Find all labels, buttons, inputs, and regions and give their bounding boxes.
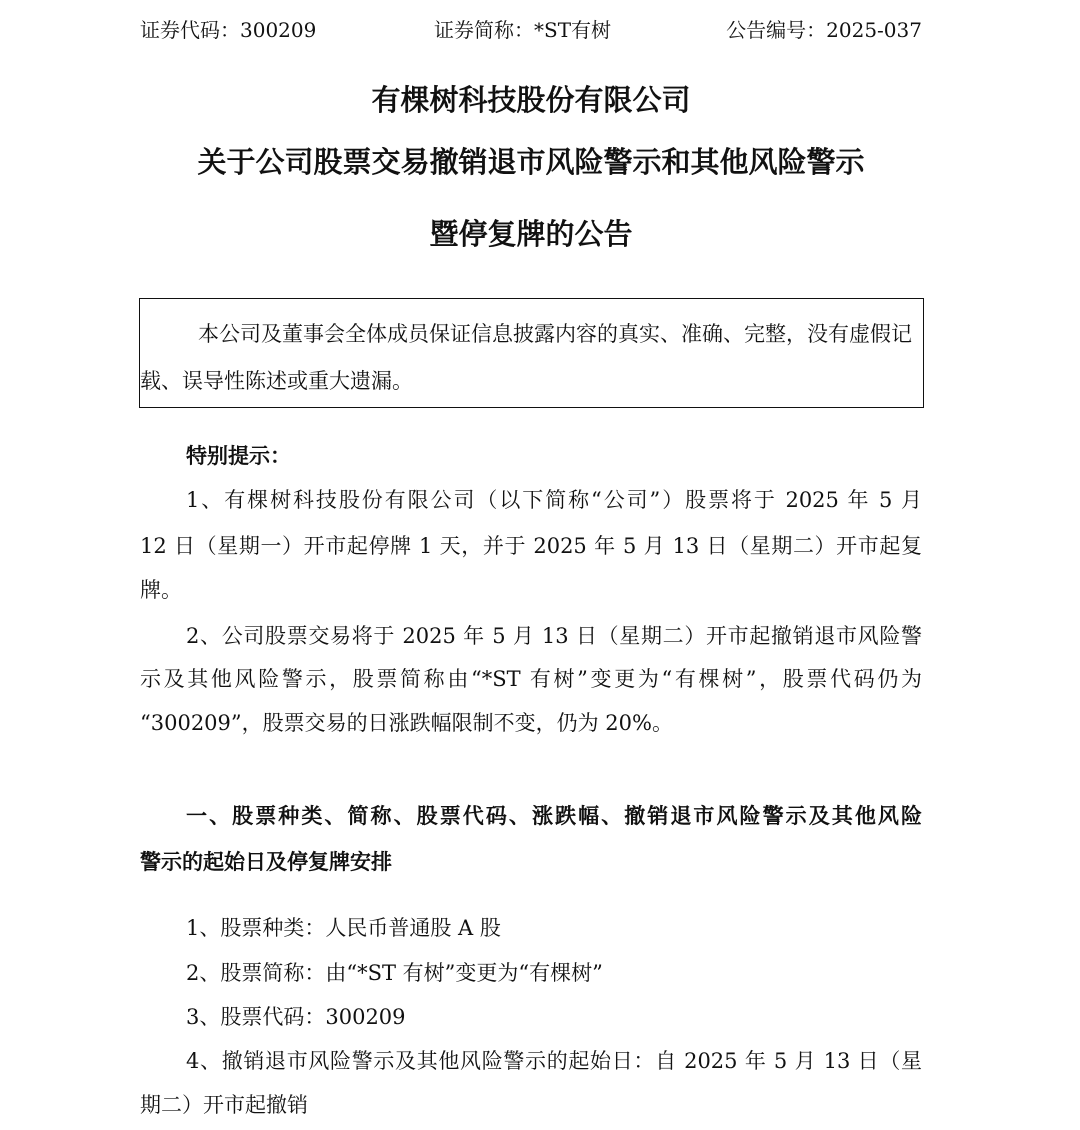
- board-statement-box: [139, 298, 924, 408]
- notice-item-2-line-2: 示及其他风险警示，股票简称由“*ST 有树”变更为“有棵树”，股票代码仍为: [140, 667, 922, 691]
- special-notice-heading: 特别提示：: [186, 443, 291, 468]
- announcement-number: 公告编号：2025-037: [726, 18, 922, 42]
- notice-item-2-line-3: “300209”，股票交易的日涨跌幅限制不变，仍为 20%。: [140, 711, 673, 735]
- board-statement-text: 本公司及董事会全体成员保证信息披露内容的真实、准确、完整，没有虚假记载、误导性陈述或重大遗漏。: [140, 322, 912, 393]
- announcement-title-line-2: 暨停复牌的公告: [429, 217, 633, 251]
- announcement-title-line-1: 关于公司股票交易撤销退市风险警示和其他风险警示: [197, 145, 865, 179]
- section-1-heading-line-1: 一、股票种类、简称、股票代码、涨跌幅、撤销退市风险警示及其他风险: [186, 803, 922, 828]
- section-1-heading-line-2: 警示的起始日及停复牌安排: [140, 849, 392, 874]
- notice-item-1-line-3: 牌。: [140, 578, 182, 602]
- section-1-item-1: 1、股票种类：人民币普通股 A 股: [186, 916, 501, 940]
- stock-code: 证券代码：300209: [140, 18, 317, 42]
- notice-item-2-line-1: 2、公司股票交易将于 2025 年 5 月 13 日（星期二）开市起撤销退市风险警: [186, 624, 922, 648]
- section-1-item-4-line-1: 4、撤销退市风险警示及其他风险警示的起始日：自 2025 年 5 月 13 日（星: [186, 1049, 922, 1073]
- notice-item-1-line-1: 1、有棵树科技股份有限公司（以下简称“公司”）股票将于 2025 年 5 月: [186, 488, 922, 512]
- stock-short-name: 证券简称：*ST有树: [434, 18, 612, 42]
- section-1-item-2: 2、股票简称：由“*ST 有树”变更为“有棵树”: [186, 961, 603, 985]
- section-1-item-4-line-2: 期二）开市起撤销: [140, 1093, 308, 1117]
- company-title: 有棵树科技股份有限公司: [371, 83, 691, 117]
- notice-item-1-line-2: 12 日（星期一）开市起停牌 1 天，并于 2025 年 5 月 13 日（星期二）开市起复: [140, 534, 922, 558]
- document-header: [140, 14, 922, 44]
- section-1-item-3: 3、股票代码：300209: [186, 1005, 406, 1029]
